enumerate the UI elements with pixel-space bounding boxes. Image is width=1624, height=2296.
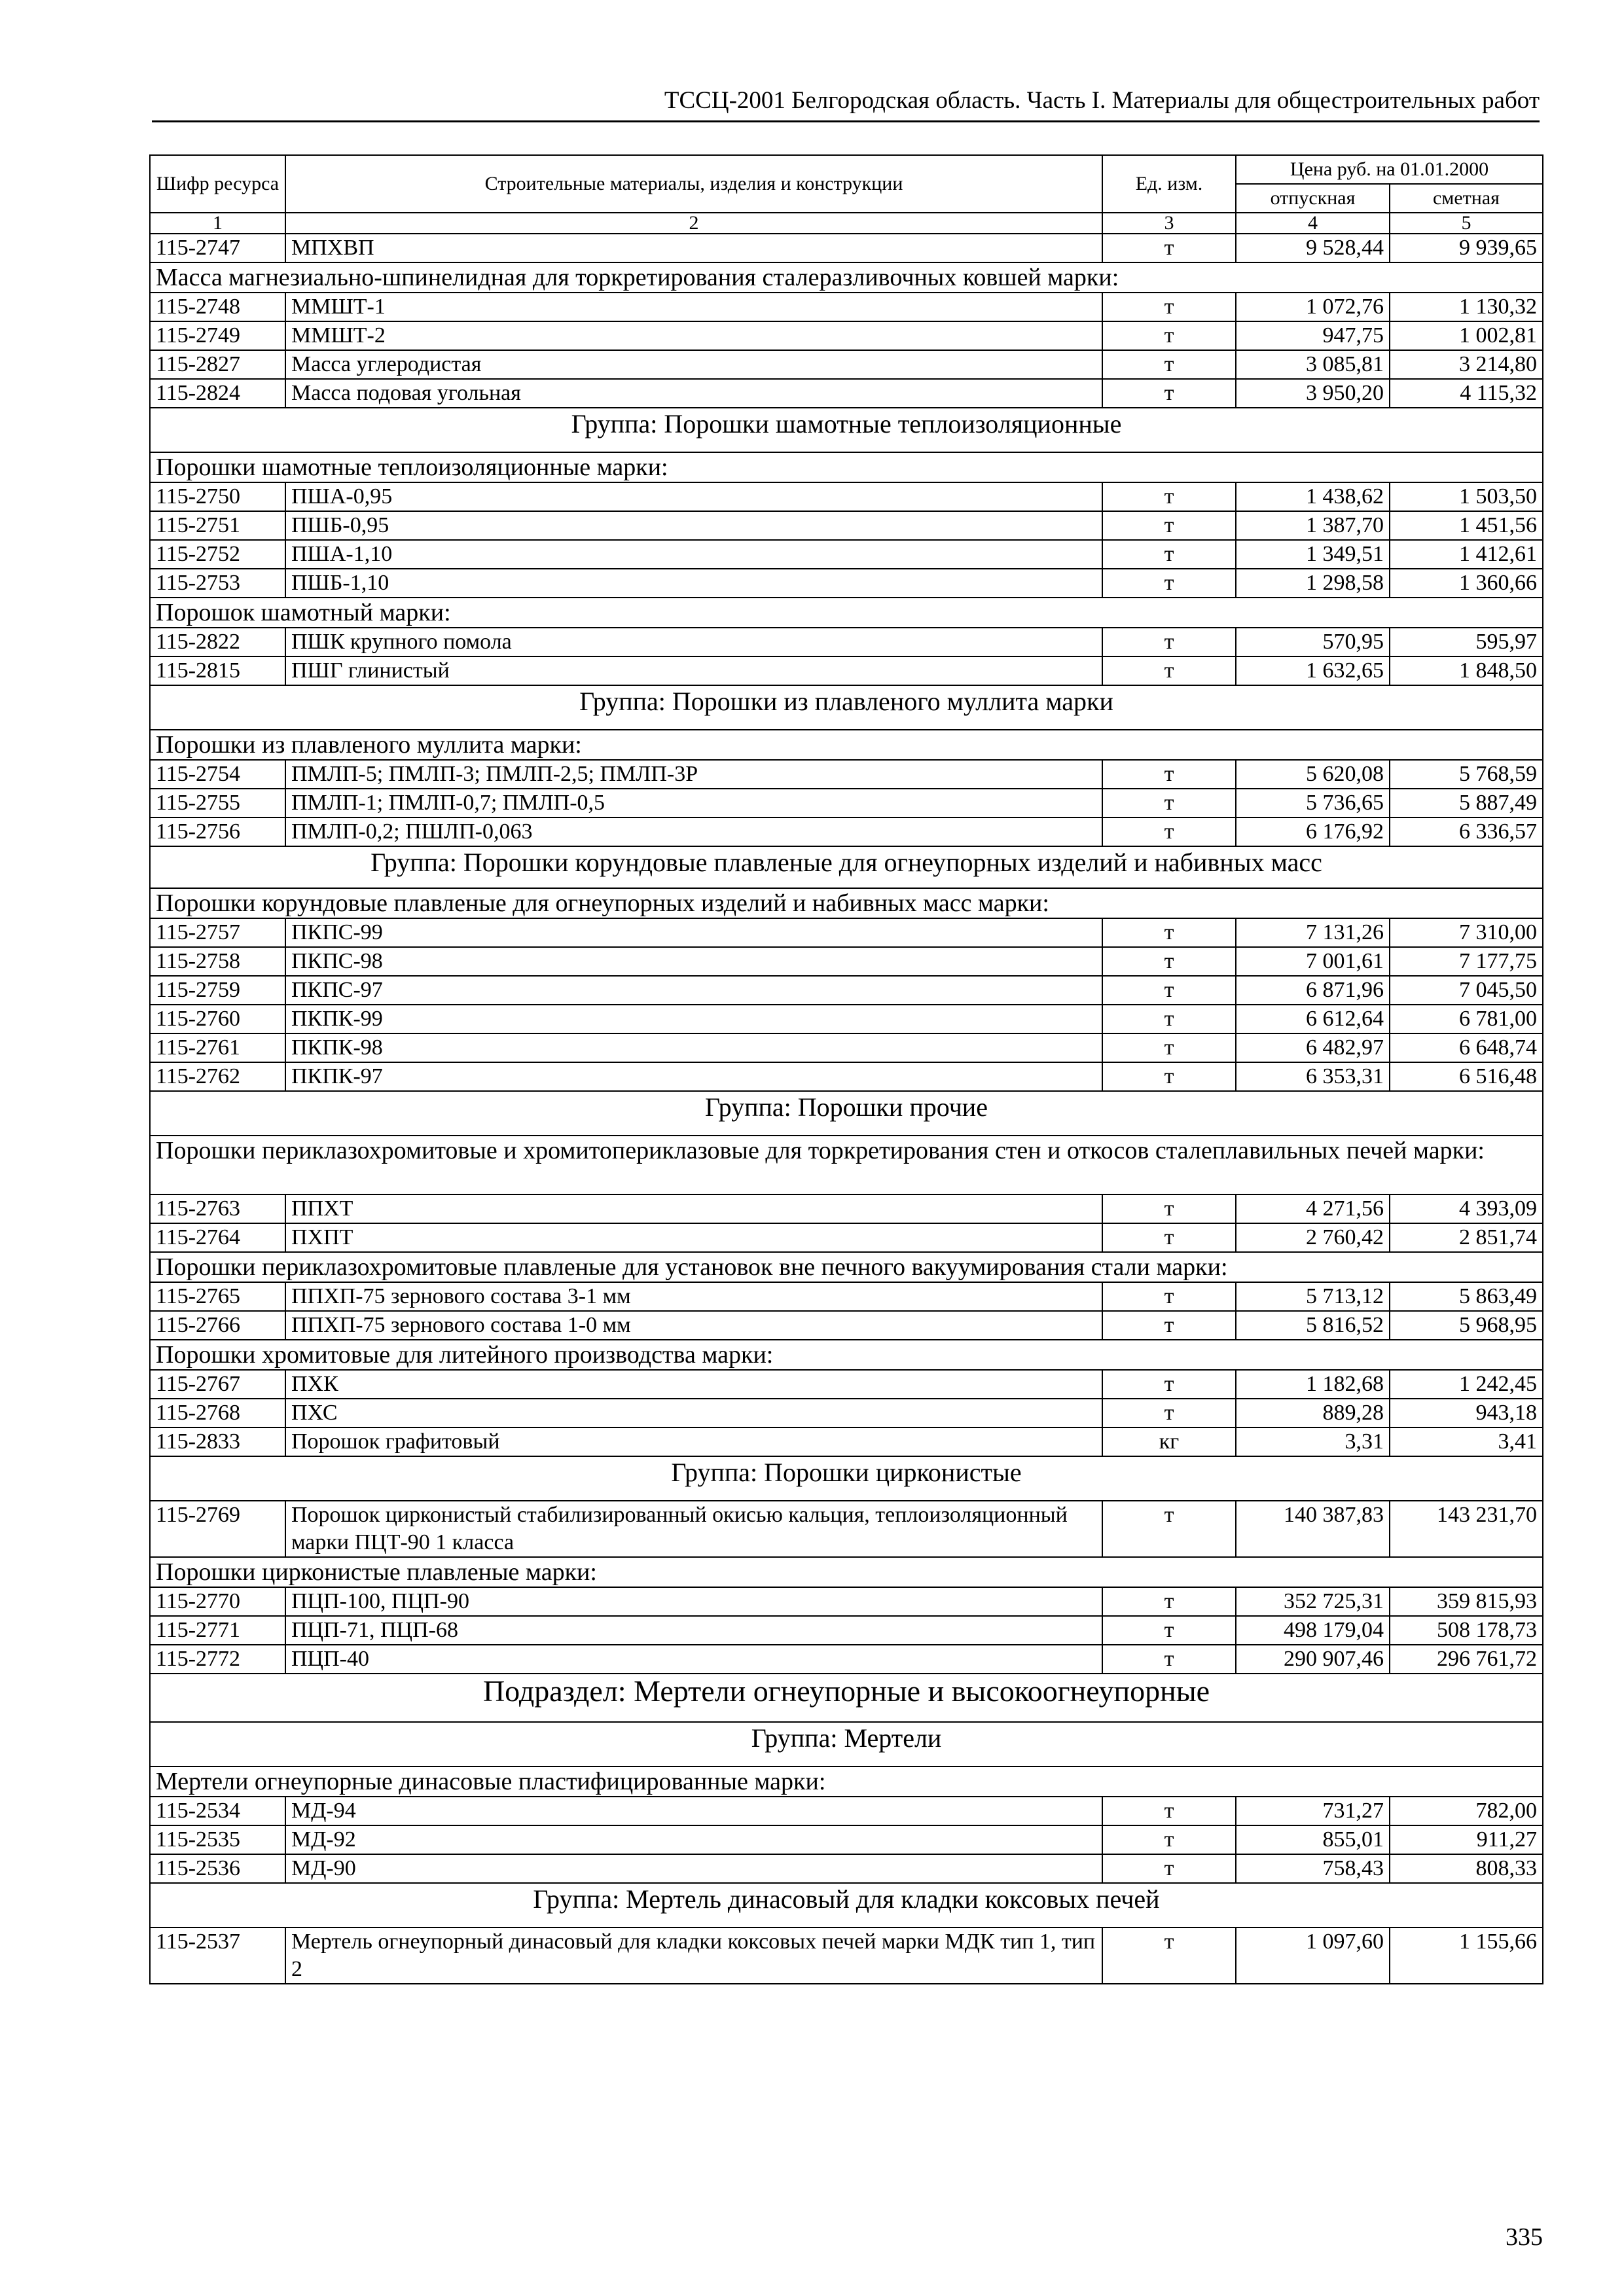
release-price: 1 072,76 bbox=[1236, 293, 1390, 321]
section-row bbox=[150, 1674, 1543, 1722]
category-title: Порошки из плавленого муллита марки: bbox=[150, 730, 1543, 760]
table-row bbox=[150, 1797, 1543, 1825]
column-number: 5 bbox=[1390, 213, 1543, 234]
release-price: 140 387,83 bbox=[1236, 1501, 1390, 1557]
resource-code: 115-2753 bbox=[150, 569, 285, 598]
material-name: ПЦП-100, ПЦП-90 bbox=[285, 1587, 1102, 1616]
release-price: 6 612,64 bbox=[1236, 1005, 1390, 1033]
category-title: Порошок шамотный марки: bbox=[150, 598, 1543, 628]
category-row bbox=[150, 1557, 1543, 1587]
resource-code: 115-2766 bbox=[150, 1311, 285, 1340]
table-row bbox=[150, 817, 1543, 846]
release-price: 3,31 bbox=[1236, 1427, 1390, 1456]
table-row bbox=[150, 1033, 1543, 1062]
table-row bbox=[150, 540, 1543, 569]
unit: т bbox=[1102, 350, 1236, 379]
unit: т bbox=[1102, 1223, 1236, 1252]
estimate-price: 6 336,57 bbox=[1390, 817, 1543, 846]
unit: т bbox=[1102, 234, 1236, 262]
resource-code: 115-2750 bbox=[150, 482, 285, 511]
group-title: Группа: Порошки из плавленого муллита марки bbox=[150, 685, 1543, 730]
resource-code: 115-2751 bbox=[150, 511, 285, 540]
table-row bbox=[150, 1005, 1543, 1033]
col-header-estimate-price: сметная bbox=[1390, 184, 1543, 213]
material-name: ПКПК-98 bbox=[285, 1033, 1102, 1062]
release-price: 7 001,61 bbox=[1236, 947, 1390, 976]
estimate-price: 359 815,93 bbox=[1390, 1587, 1543, 1616]
unit: т bbox=[1102, 1587, 1236, 1616]
material-name: Масса углеродистая bbox=[285, 350, 1102, 379]
resource-code: 115-2749 bbox=[150, 321, 285, 350]
material-name: Порошок цирконистый стабилизированный окисью кальция, теплоизоляционный марки ПЦТ-90 1 класса bbox=[285, 1501, 1102, 1557]
resource-code: 115-2752 bbox=[150, 540, 285, 569]
table-row bbox=[150, 1282, 1543, 1311]
resource-code: 115-2772 bbox=[150, 1645, 285, 1674]
material-name: ПМЛП-5; ПМЛП-3; ПМЛП-2,5; ПМЛП-3Р bbox=[285, 760, 1102, 789]
estimate-price: 143 231,70 bbox=[1390, 1501, 1543, 1557]
release-price: 1 349,51 bbox=[1236, 540, 1390, 569]
table-row bbox=[150, 1194, 1543, 1223]
estimate-price: 1 412,61 bbox=[1390, 540, 1543, 569]
resource-code: 115-2536 bbox=[150, 1854, 285, 1883]
category-title: Порошки хромитовые для литейного производства марки: bbox=[150, 1340, 1543, 1370]
material-name: ММШТ-2 bbox=[285, 321, 1102, 350]
release-price: 498 179,04 bbox=[1236, 1616, 1390, 1645]
col-header-unit: Ед. изм. bbox=[1102, 155, 1236, 213]
estimate-price: 1 242,45 bbox=[1390, 1370, 1543, 1399]
resource-code: 115-2535 bbox=[150, 1825, 285, 1854]
category-row bbox=[150, 888, 1543, 918]
col-header-release-price: отпускная bbox=[1236, 184, 1390, 213]
estimate-price: 5 768,59 bbox=[1390, 760, 1543, 789]
col-header-name: Строительные материалы, изделия и конструкции bbox=[285, 155, 1102, 213]
material-name: ПЦП-40 bbox=[285, 1645, 1102, 1674]
column-number: 4 bbox=[1236, 213, 1390, 234]
column-number: 1 bbox=[150, 213, 285, 234]
group-row bbox=[150, 408, 1543, 452]
table-row bbox=[150, 234, 1543, 262]
resource-code: 115-2759 bbox=[150, 976, 285, 1005]
category-title: Порошки цирконистые плавленые марки: bbox=[150, 1557, 1543, 1587]
group-row bbox=[150, 1091, 1543, 1136]
release-price: 731,27 bbox=[1236, 1797, 1390, 1825]
column-number-row bbox=[150, 213, 1543, 234]
resource-code: 115-2827 bbox=[150, 350, 285, 379]
release-price: 1 438,62 bbox=[1236, 482, 1390, 511]
unit: т bbox=[1102, 540, 1236, 569]
group-title: Группа: Порошки шамотные теплоизоляционные bbox=[150, 408, 1543, 452]
material-name: ППХП-75 зернового состава 3-1 мм bbox=[285, 1282, 1102, 1311]
table-row bbox=[150, 321, 1543, 350]
group-title: Группа: Порошки прочие bbox=[150, 1091, 1543, 1136]
table-row bbox=[150, 1062, 1543, 1091]
category-row bbox=[150, 598, 1543, 628]
unit: т bbox=[1102, 947, 1236, 976]
unit: т bbox=[1102, 1062, 1236, 1091]
estimate-price: 595,97 bbox=[1390, 628, 1543, 656]
table-row bbox=[150, 1427, 1543, 1456]
unit: кг bbox=[1102, 1427, 1236, 1456]
estimate-price: 5 968,95 bbox=[1390, 1311, 1543, 1340]
unit: т bbox=[1102, 1645, 1236, 1674]
unit: т bbox=[1102, 511, 1236, 540]
unit: т bbox=[1102, 789, 1236, 817]
table-row bbox=[150, 789, 1543, 817]
group-row bbox=[150, 1456, 1543, 1501]
material-name: ПКПС-97 bbox=[285, 976, 1102, 1005]
estimate-price: 5 863,49 bbox=[1390, 1282, 1543, 1311]
category-row bbox=[150, 262, 1543, 293]
column-number: 3 bbox=[1102, 213, 1236, 234]
material-name: ПМЛП-0,2; ПШЛП-0,063 bbox=[285, 817, 1102, 846]
group-title: Группа: Порошки корундовые плавленые для огнеупорных изделий и набивных масс bbox=[150, 846, 1543, 888]
table-row bbox=[150, 1399, 1543, 1427]
material-name: ПМЛП-1; ПМЛП-0,7; ПМЛП-0,5 bbox=[285, 789, 1102, 817]
estimate-price: 7 045,50 bbox=[1390, 976, 1543, 1005]
category-row bbox=[150, 730, 1543, 760]
release-price: 2 760,42 bbox=[1236, 1223, 1390, 1252]
category-row bbox=[150, 1252, 1543, 1282]
estimate-price: 3 214,80 bbox=[1390, 350, 1543, 379]
unit: т bbox=[1102, 1928, 1236, 1984]
release-price: 1 182,68 bbox=[1236, 1370, 1390, 1399]
group-title: Группа: Мертель динасовый для кладки коксовых печей bbox=[150, 1883, 1543, 1928]
release-price: 6 176,92 bbox=[1236, 817, 1390, 846]
resource-code: 115-2767 bbox=[150, 1370, 285, 1399]
table-row bbox=[150, 1854, 1543, 1883]
resource-code: 115-2833 bbox=[150, 1427, 285, 1456]
table-row bbox=[150, 1825, 1543, 1854]
table-row bbox=[150, 569, 1543, 598]
resource-code: 115-2822 bbox=[150, 628, 285, 656]
resource-code: 115-2756 bbox=[150, 817, 285, 846]
release-price: 290 907,46 bbox=[1236, 1645, 1390, 1674]
group-row bbox=[150, 1722, 1543, 1767]
col-header-price: Цена руб. на 01.01.2000 bbox=[1236, 155, 1543, 184]
table-row bbox=[150, 1616, 1543, 1645]
group-row bbox=[150, 1883, 1543, 1928]
release-price: 570,95 bbox=[1236, 628, 1390, 656]
unit: т bbox=[1102, 482, 1236, 511]
estimate-price: 2 851,74 bbox=[1390, 1223, 1543, 1252]
col-header-code: Шифр ресурса bbox=[150, 155, 285, 213]
table-row bbox=[150, 1501, 1543, 1557]
table-row bbox=[150, 1311, 1543, 1340]
resource-code: 115-2747 bbox=[150, 234, 285, 262]
resource-code: 115-2762 bbox=[150, 1062, 285, 1091]
material-name: ПШБ-0,95 bbox=[285, 511, 1102, 540]
table-row bbox=[150, 293, 1543, 321]
estimate-price: 7 177,75 bbox=[1390, 947, 1543, 976]
release-price: 855,01 bbox=[1236, 1825, 1390, 1854]
group-title: Группа: Порошки цирконистые bbox=[150, 1456, 1543, 1501]
unit: т bbox=[1102, 1854, 1236, 1883]
unit: т bbox=[1102, 1194, 1236, 1223]
table-row bbox=[150, 1370, 1543, 1399]
release-price: 4 271,56 bbox=[1236, 1194, 1390, 1223]
release-price: 1 387,70 bbox=[1236, 511, 1390, 540]
estimate-price: 6 516,48 bbox=[1390, 1062, 1543, 1091]
resource-code: 115-2761 bbox=[150, 1033, 285, 1062]
resource-code: 115-2815 bbox=[150, 656, 285, 685]
resource-code: 115-2758 bbox=[150, 947, 285, 976]
estimate-price: 1 503,50 bbox=[1390, 482, 1543, 511]
resource-code: 115-2748 bbox=[150, 293, 285, 321]
release-price: 3 085,81 bbox=[1236, 350, 1390, 379]
unit: т bbox=[1102, 1005, 1236, 1033]
release-price: 1 298,58 bbox=[1236, 569, 1390, 598]
material-name: ППХП-75 зернового состава 1-0 мм bbox=[285, 1311, 1102, 1340]
estimate-price: 1 130,32 bbox=[1390, 293, 1543, 321]
material-name: Масса подовая угольная bbox=[285, 379, 1102, 408]
material-name: МД-92 bbox=[285, 1825, 1102, 1854]
column-number: 2 bbox=[285, 213, 1102, 234]
resource-code: 115-2760 bbox=[150, 1005, 285, 1033]
release-price: 889,28 bbox=[1236, 1399, 1390, 1427]
material-name: ПХК bbox=[285, 1370, 1102, 1399]
unit: т bbox=[1102, 293, 1236, 321]
estimate-price: 5 887,49 bbox=[1390, 789, 1543, 817]
unit: т bbox=[1102, 569, 1236, 598]
unit: т bbox=[1102, 817, 1236, 846]
unit: т bbox=[1102, 628, 1236, 656]
estimate-price: 1 848,50 bbox=[1390, 656, 1543, 685]
resource-code: 115-2770 bbox=[150, 1587, 285, 1616]
release-price: 5 713,12 bbox=[1236, 1282, 1390, 1311]
group-row bbox=[150, 685, 1543, 730]
table-row bbox=[150, 1587, 1543, 1616]
unit: т bbox=[1102, 1825, 1236, 1854]
release-price: 5 736,65 bbox=[1236, 789, 1390, 817]
estimate-price: 4 393,09 bbox=[1390, 1194, 1543, 1223]
unit: т bbox=[1102, 379, 1236, 408]
release-price: 6 871,96 bbox=[1236, 976, 1390, 1005]
category-row bbox=[150, 1340, 1543, 1370]
material-name: ПКПК-99 bbox=[285, 1005, 1102, 1033]
unit: т bbox=[1102, 1616, 1236, 1645]
release-price: 947,75 bbox=[1236, 321, 1390, 350]
resource-code: 115-2769 bbox=[150, 1501, 285, 1557]
material-name: ПХПТ bbox=[285, 1223, 1102, 1252]
resource-code: 115-2764 bbox=[150, 1223, 285, 1252]
material-name: МД-90 bbox=[285, 1854, 1102, 1883]
release-price: 1 097,60 bbox=[1236, 1928, 1390, 1984]
page-number: 335 bbox=[1506, 2223, 1543, 2251]
table-row bbox=[150, 350, 1543, 379]
unit: т bbox=[1102, 321, 1236, 350]
release-price: 6 353,31 bbox=[1236, 1062, 1390, 1091]
category-row bbox=[150, 1767, 1543, 1797]
unit: т bbox=[1102, 918, 1236, 947]
table-row bbox=[150, 1928, 1543, 1984]
estimate-price: 911,27 bbox=[1390, 1825, 1543, 1854]
estimate-price: 1 451,56 bbox=[1390, 511, 1543, 540]
material-name: Порошок графитовый bbox=[285, 1427, 1102, 1456]
material-name: ППХТ bbox=[285, 1194, 1102, 1223]
resource-code: 115-2765 bbox=[150, 1282, 285, 1311]
estimate-price: 296 761,72 bbox=[1390, 1645, 1543, 1674]
release-price: 758,43 bbox=[1236, 1854, 1390, 1883]
unit: т bbox=[1102, 1033, 1236, 1062]
category-title: Порошки корундовые плавленые для огнеупорных изделий и набивных масс марки: bbox=[150, 888, 1543, 918]
unit: т bbox=[1102, 976, 1236, 1005]
table-row bbox=[150, 976, 1543, 1005]
group-row bbox=[150, 846, 1543, 888]
estimate-price: 1 155,66 bbox=[1390, 1928, 1543, 1984]
table-row bbox=[150, 656, 1543, 685]
release-price: 1 632,65 bbox=[1236, 656, 1390, 685]
section-title: Подраздел: Мертели огнеупорные и высокоогнеупорные bbox=[150, 1674, 1543, 1722]
estimate-price: 782,00 bbox=[1390, 1797, 1543, 1825]
estimate-price: 1 002,81 bbox=[1390, 321, 1543, 350]
resource-code: 115-2754 bbox=[150, 760, 285, 789]
running-header bbox=[152, 84, 1540, 122]
material-name: ПКПК-97 bbox=[285, 1062, 1102, 1091]
material-name: Мертель огнеупорный динасовый для кладки коксовых печей марки МДК тип 1, тип 2 bbox=[285, 1928, 1102, 1984]
estimate-price: 4 115,32 bbox=[1390, 379, 1543, 408]
material-name: ПКПС-99 bbox=[285, 918, 1102, 947]
table-row bbox=[150, 379, 1543, 408]
table-row bbox=[150, 918, 1543, 947]
unit: т bbox=[1102, 1311, 1236, 1340]
release-price: 6 482,97 bbox=[1236, 1033, 1390, 1062]
unit: т bbox=[1102, 1399, 1236, 1427]
estimate-price: 508 178,73 bbox=[1390, 1616, 1543, 1645]
price-table bbox=[149, 154, 1543, 1984]
category-title: Порошки периклазохромитовые плавленые для установок вне печного вакуумирования стали марки: bbox=[150, 1252, 1543, 1282]
release-price: 352 725,31 bbox=[1236, 1587, 1390, 1616]
release-price: 5 620,08 bbox=[1236, 760, 1390, 789]
resource-code: 115-2771 bbox=[150, 1616, 285, 1645]
unit: т bbox=[1102, 1501, 1236, 1557]
release-price: 9 528,44 bbox=[1236, 234, 1390, 262]
material-name: ММШТ-1 bbox=[285, 293, 1102, 321]
category-row bbox=[150, 452, 1543, 482]
estimate-price: 3,41 bbox=[1390, 1427, 1543, 1456]
estimate-price: 6 781,00 bbox=[1390, 1005, 1543, 1033]
unit: т bbox=[1102, 656, 1236, 685]
unit: т bbox=[1102, 1797, 1236, 1825]
group-title: Группа: Мертели bbox=[150, 1722, 1543, 1767]
material-name: МД-94 bbox=[285, 1797, 1102, 1825]
material-name: ПШК крупного помола bbox=[285, 628, 1102, 656]
material-name: ПША-1,10 bbox=[285, 540, 1102, 569]
material-name: ПША-0,95 bbox=[285, 482, 1102, 511]
table-row bbox=[150, 947, 1543, 976]
material-name: МПХВП bbox=[285, 234, 1102, 262]
category-title: Порошки шамотные теплоизоляционные марки: bbox=[150, 452, 1543, 482]
table-row bbox=[150, 760, 1543, 789]
estimate-price: 7 310,00 bbox=[1390, 918, 1543, 947]
table-header bbox=[150, 155, 1543, 234]
resource-code: 115-2763 bbox=[150, 1194, 285, 1223]
category-title: Порошки периклазохромитовые и хромитопериклазовые для торкретирования стен и откосов сталеплавильных печей марки: bbox=[150, 1136, 1543, 1194]
estimate-price: 943,18 bbox=[1390, 1399, 1543, 1427]
release-price: 5 816,52 bbox=[1236, 1311, 1390, 1340]
material-name: ПКПС-98 bbox=[285, 947, 1102, 976]
resource-code: 115-2824 bbox=[150, 379, 285, 408]
material-name: ПЦП-71, ПЦП-68 bbox=[285, 1616, 1102, 1645]
unit: т bbox=[1102, 1370, 1236, 1399]
material-name: ПШБ-1,10 bbox=[285, 569, 1102, 598]
table-row bbox=[150, 482, 1543, 511]
unit: т bbox=[1102, 1282, 1236, 1311]
unit: т bbox=[1102, 760, 1236, 789]
table-row bbox=[150, 1645, 1543, 1674]
resource-code: 115-2768 bbox=[150, 1399, 285, 1427]
resource-code: 115-2537 bbox=[150, 1928, 285, 1984]
resource-code: 115-2755 bbox=[150, 789, 285, 817]
resource-code: 115-2534 bbox=[150, 1797, 285, 1825]
category-title: Масса магнезиально-шпинелидная для торкретирования сталеразливочных ковшей марки: bbox=[150, 262, 1543, 293]
material-name: ПШГ глинистый bbox=[285, 656, 1102, 685]
table-row bbox=[150, 511, 1543, 540]
estimate-price: 9 939,65 bbox=[1390, 234, 1543, 262]
release-price: 7 131,26 bbox=[1236, 918, 1390, 947]
category-row bbox=[150, 1136, 1543, 1194]
table-body bbox=[150, 234, 1543, 1984]
table-row bbox=[150, 1223, 1543, 1252]
estimate-price: 1 360,66 bbox=[1390, 569, 1543, 598]
material-name: ПХС bbox=[285, 1399, 1102, 1427]
table-row bbox=[150, 628, 1543, 656]
estimate-price: 808,33 bbox=[1390, 1854, 1543, 1883]
estimate-price: 6 648,74 bbox=[1390, 1033, 1543, 1062]
category-title: Мертели огнеупорные динасовые пластифицированные марки: bbox=[150, 1767, 1543, 1797]
release-price: 3 950,20 bbox=[1236, 379, 1390, 408]
resource-code: 115-2757 bbox=[150, 918, 285, 947]
running-header-title: ТССЦ-2001 Белгородская область. Часть I. Материалы для общестроительных работ bbox=[664, 87, 1540, 114]
